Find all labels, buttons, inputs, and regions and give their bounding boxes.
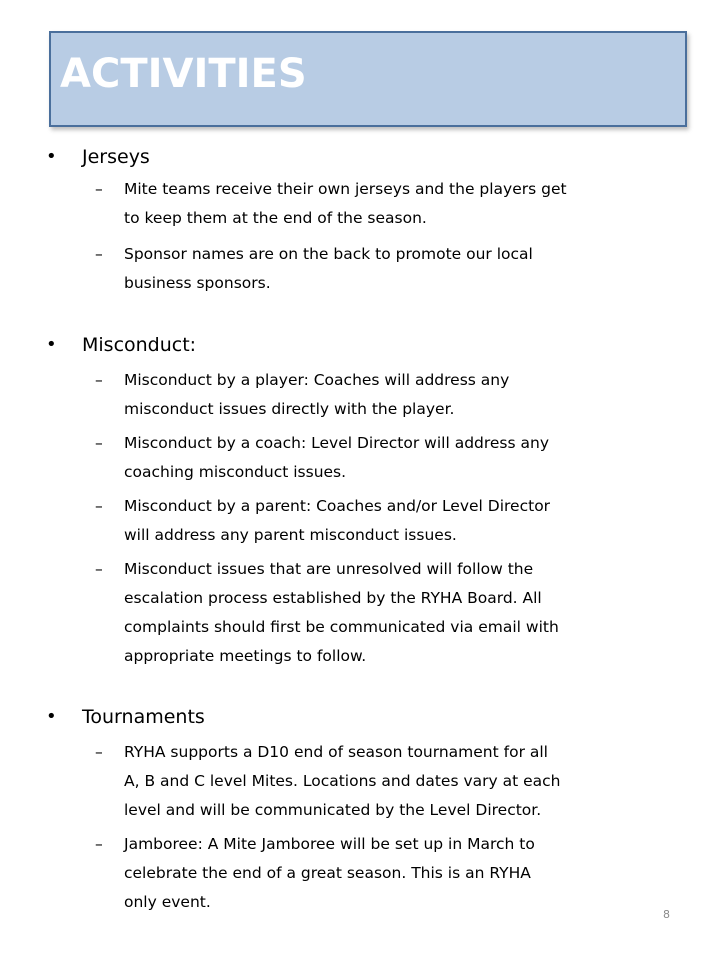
list-item: Sponsor names are on the back to promote our local business sponsors. [124,245,533,292]
section-heading: Tournaments [82,706,205,728]
dash: – [95,497,103,515]
list-item: RYHA supports a D10 end of season tournament for all A, B and C level Mites. Locations and dates vary at each level and will be communicated by the Level Director. [124,743,561,819]
bullet: • [46,146,57,167]
list-item: Misconduct by a player: Coaches will address any misconduct issues directly with the player. [124,371,510,418]
dash: – [95,434,103,452]
dash: – [95,245,103,263]
list-item: Misconduct by a coach: Level Director will address any coaching misconduct issues. [124,434,550,481]
title-banner [49,31,687,127]
list-item: Misconduct by a parent: Coaches and/or Level Director will address any parent misconduct issues. [124,497,551,544]
page-title: ACTIVITIES [60,51,307,97]
bullet: • [46,706,57,727]
list-item: Misconduct issues that are unresolved will follow the escalation process established by the RYHA Board. All complaints should first be communicated via email with appropriate meetings to follow. [124,560,559,665]
dash: – [95,743,103,761]
list-item: Mite teams receive their own jerseys and the players get to keep them at the end of the season. [124,180,567,227]
list-item: Jamboree: A Mite Jamboree will be set up in March to celebrate the end of a great season. This is an RYHA only event. [124,835,535,911]
section-heading: Misconduct: [82,334,197,356]
bullet: • [46,334,57,355]
section-heading: Jerseys [82,146,150,168]
page-number: 8 [663,908,670,921]
dash: – [95,835,103,853]
dash: – [95,371,103,389]
dash: – [95,180,103,198]
dash: – [95,560,103,578]
